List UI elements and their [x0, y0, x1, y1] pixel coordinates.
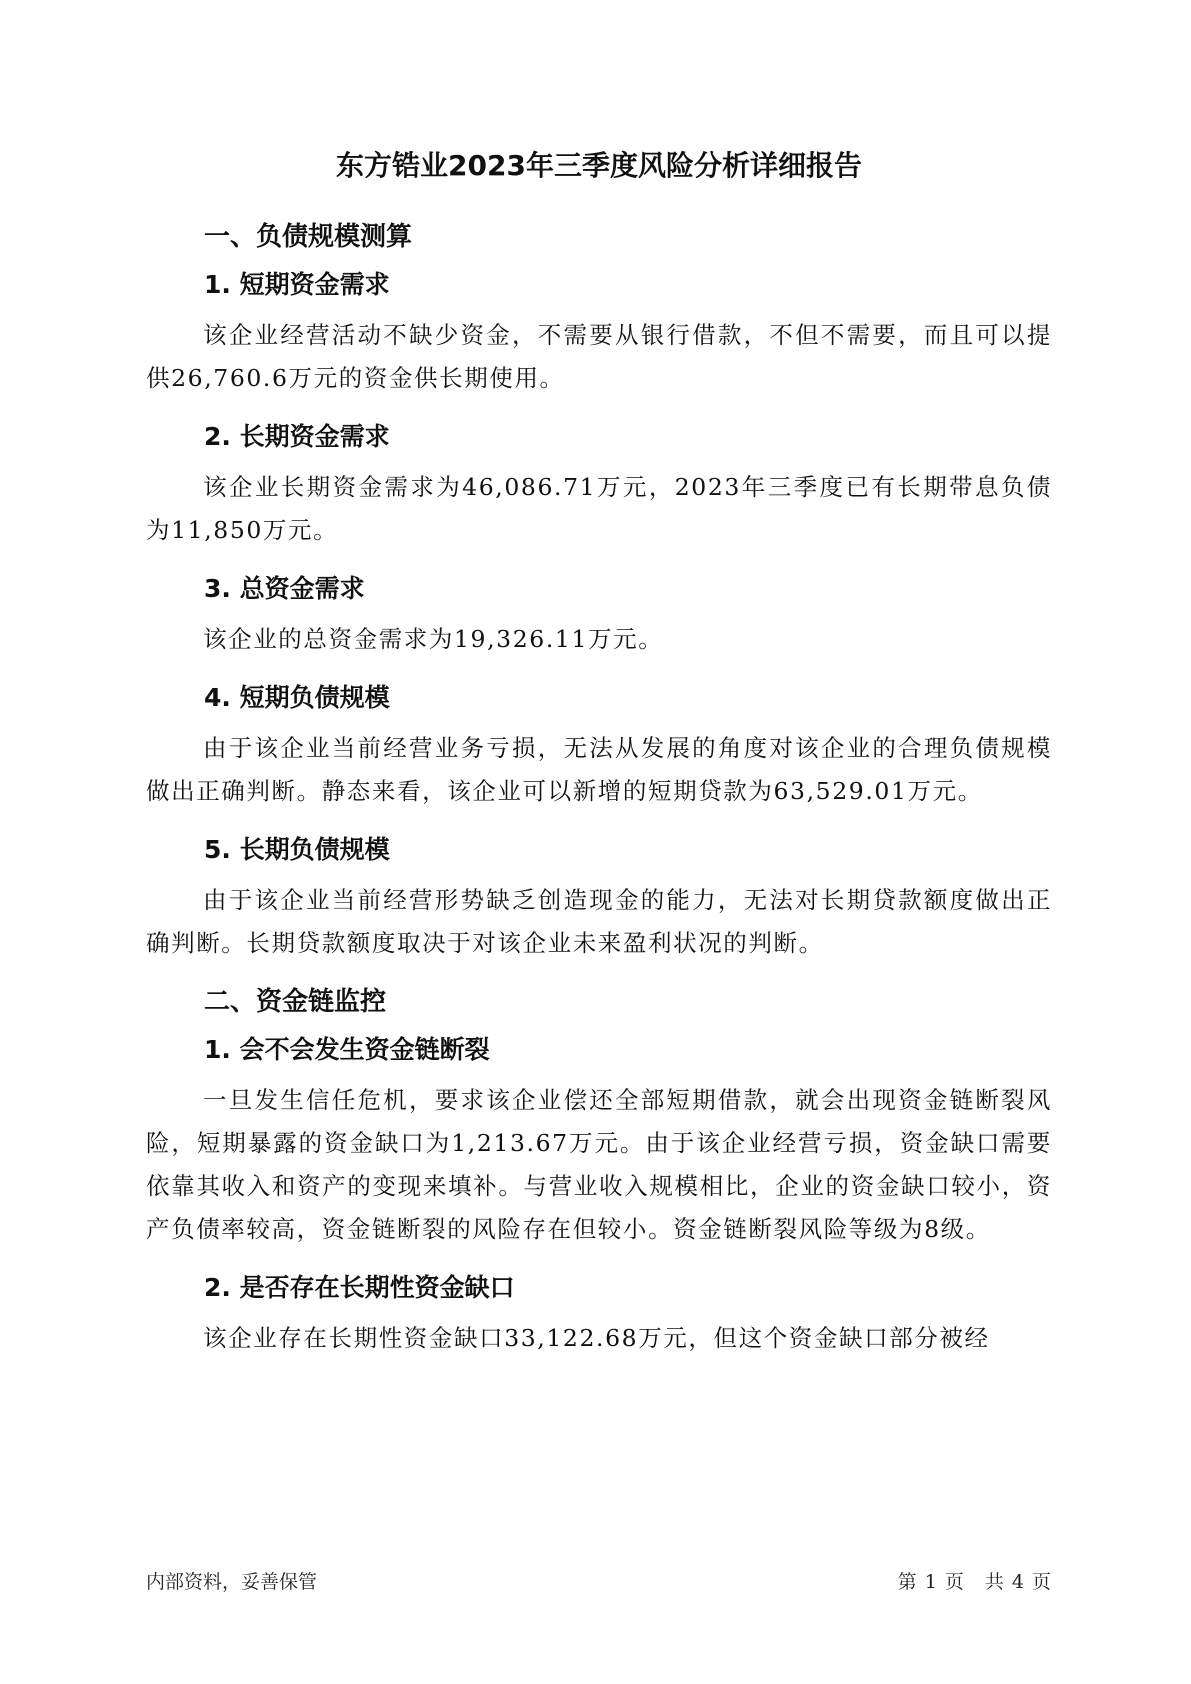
paragraph-long-term-debt: 由于该企业当前经营形势缺乏创造现金的能力，无法对长期贷款额度做出正确判断。长期贷款额度取决于对该企业未来盈利状况的判断。	[146, 886, 1052, 957]
section-heading-capital-chain: 二、资金链监控	[204, 987, 387, 1017]
footer-confidential-note: 内部资料，妥善保管	[146, 1571, 318, 1593]
footer-page-number: 第 1 页 共 4 页	[897, 1571, 1052, 1593]
subsection-heading-chain-break: 1. 会不会发生资金链断裂	[204, 1035, 490, 1064]
section-heading-debt-scale: 一、负债规模测算	[204, 222, 413, 252]
document-body	[146, 128, 1052, 1374]
subsection-heading-short-term-debt: 4. 短期负债规模	[204, 683, 390, 712]
paragraph-total-capital: 该企业的总资金需求为19,326.11万元。	[203, 625, 664, 653]
subsection-heading-long-term-capital: 2. 长期资金需求	[204, 422, 390, 451]
subsection-heading-short-term-capital: 1. 短期资金需求	[204, 270, 390, 299]
paragraph-long-term-capital: 该企业长期资金需求为46,086.71万元，2023年三季度已有长期带息负债为11,850万元。	[146, 473, 1052, 544]
paragraph-chain-break: 一旦发生信任危机，要求该企业偿还全部短期借款，就会出现资金链断裂风险，短期暴露的资金缺口为1,213.67万元。由于该企业经营亏损，资金缺口需要依靠其收入和资产的变现来填补。与营业收入规模相比，企业的资金缺口较小，资产负债率较高，资金链断裂的风险存在但较小。资金链断裂风险等级为8级。	[146, 1086, 1052, 1243]
paragraph-short-term-capital: 该企业经营活动不缺少资金，不需要从银行借款，不但不需要，而且可以提供26,760.6万元的资金供长期使用。	[146, 321, 1052, 392]
subsection-heading-long-term-gap: 2. 是否存在长期性资金缺口	[204, 1273, 515, 1302]
document-title: 东方锆业2023年三季度风险分析详细报告	[336, 149, 862, 182]
subsection-heading-long-term-debt: 5. 长期负债规模	[204, 835, 390, 864]
paragraph-long-term-gap: 该企业存在长期性资金缺口33,122.68万元，但这个资金缺口部分被经	[203, 1324, 990, 1352]
subsection-heading-total-capital: 3. 总资金需求	[204, 574, 365, 603]
paragraph-short-term-debt: 由于该企业当前经营业务亏损，无法从发展的角度对该企业的合理负债规模做出正确判断。静态来看，该企业可以新增的短期贷款为63,529.01万元。	[146, 734, 1052, 805]
